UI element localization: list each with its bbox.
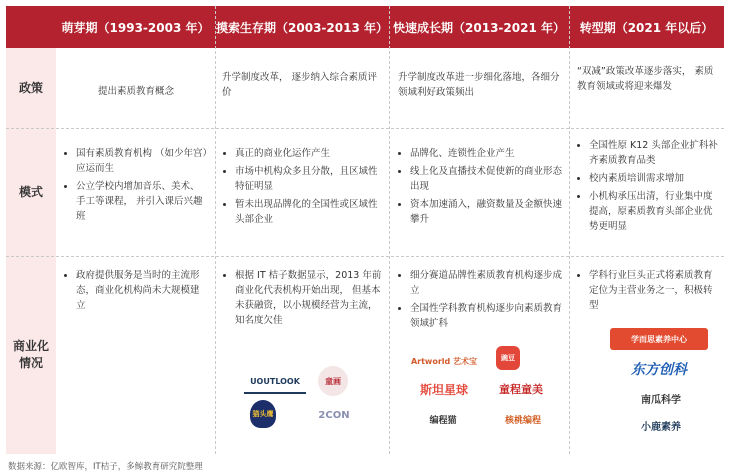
column-divider xyxy=(389,6,390,454)
policy-stage-3: 升学制度改革进一步细化落地，各细分领域利好政策频出 xyxy=(398,72,560,98)
list-item: • 暂未出现品牌化的全国性或区域性头部企业 xyxy=(235,197,383,227)
policy-stage-4: “双减”政策改革逐步落实， 素质教育领域或将迎来爆发 xyxy=(577,66,714,92)
logo-dongfang-chuangke: 东方创科 xyxy=(631,362,687,378)
commerce-stage-1 xyxy=(64,268,208,316)
logo-stan-planet: 斯坦星球 xyxy=(419,382,468,397)
row-label-policy: 政策 xyxy=(6,48,56,128)
column-divider xyxy=(569,6,570,454)
commerce-stage-2 xyxy=(223,268,383,331)
row-divider xyxy=(6,128,724,129)
list-item: • 学科行业巨头正式将素质教育定位为主营业务之一，积极转型 xyxy=(589,268,719,313)
list-item: • 根据 IT 桔子数据显示，2013 年前商业化代表机构开始出现， 但基本未获融资，以小规模经营为主流，知名度欠佳 xyxy=(235,268,383,328)
column-divider xyxy=(215,6,216,454)
list-item: • 国有素质教育机构 （如少年宫）应运而生 xyxy=(76,146,208,176)
mode-stage-3 xyxy=(398,146,562,230)
logo-xiaolu: 小鹿素养 xyxy=(641,421,681,433)
logo-codemao: 编程猫 xyxy=(429,415,457,426)
data-source-note: 数据来源：亿欧智库，IT桔子，多鲸教育研究院整理 xyxy=(8,462,203,472)
row-label-commerce-line1: 商业化 xyxy=(12,339,49,353)
list-item: • 小机构承压出清，行业集中度提高，原素质教育头部企业优势更明显 xyxy=(589,189,719,234)
header-stage-2: 摸索生存期（2003-2013 年） xyxy=(215,6,389,48)
mode-stage-4 xyxy=(577,138,719,237)
logo-uoutlook: UOUTLOOK xyxy=(244,370,306,394)
header-corner xyxy=(6,6,56,48)
development-stage-table xyxy=(6,6,724,454)
header-stage-3: 快速成长期（2013-2021 年） xyxy=(389,6,569,48)
logo-tonghua: 童画 xyxy=(318,366,348,396)
list-item: • 资本加速涌入，融资数量及金额快速攀升 xyxy=(410,197,562,227)
row-divider xyxy=(6,256,724,257)
header-stage-1: 萌芽期（1993-2003 年） xyxy=(56,6,215,48)
policy-stage-1: 提出素质教育概念 xyxy=(97,86,174,97)
list-item: • 全国性学科教育机构逐步向素质教育领域扩科 xyxy=(410,301,562,331)
logo-hetao: 核桃编程 xyxy=(504,415,541,426)
list-item: • 公立学校内增加音乐、美术、 手工等课程， 并引入课后兴趣班 xyxy=(76,179,208,224)
logo-artworld: Artworld 艺术宝 xyxy=(410,356,478,366)
policy-stage-2: 升学制度改革， 逐步纳入综合素质评价 xyxy=(222,72,378,98)
row-label-commerce-line2: 情况 xyxy=(18,356,43,370)
row-label-mode: 模式 xyxy=(6,128,56,256)
row-label-commerce xyxy=(6,256,56,454)
list-item: • 市场中机构众多且分散，且区域性特征明显 xyxy=(235,164,383,194)
logo-nangua: 南瓜科学 xyxy=(641,394,681,406)
header-stage-4: 转型期（2021 年以后） xyxy=(569,6,724,48)
list-item: • 品牌化、连锁性企业产生 xyxy=(410,146,562,161)
list-item: • 线上化及直播技术促使新的商业形态出现 xyxy=(410,164,562,194)
mode-stage-1 xyxy=(64,146,208,227)
list-item: • 真正的商业化运作产生 xyxy=(235,146,383,161)
list-item: • 全国性原 K12 头部企业扩科补齐素质教育品类 xyxy=(589,138,719,168)
logo-xueersi: 学而思素养中心 xyxy=(610,328,708,350)
logo-wandou: 豌豆 xyxy=(496,346,520,370)
commerce-stage-4 xyxy=(577,268,719,316)
list-item: • 细分赛道品牌性素质教育机构逐步成立 xyxy=(410,268,562,298)
mode-stage-2 xyxy=(223,146,383,230)
logo-2con: 2CON xyxy=(318,409,350,421)
logo-tongcheng: 童程童美 xyxy=(499,383,543,396)
list-item: • 政府提供服务是当时的主流形态，商业化机构尚未大规模建立 xyxy=(76,268,208,313)
logo-owl: 猫头鹰 xyxy=(250,400,276,428)
list-item: • 校内素质培训需求增加 xyxy=(589,171,719,186)
commerce-stage-3 xyxy=(398,268,562,334)
